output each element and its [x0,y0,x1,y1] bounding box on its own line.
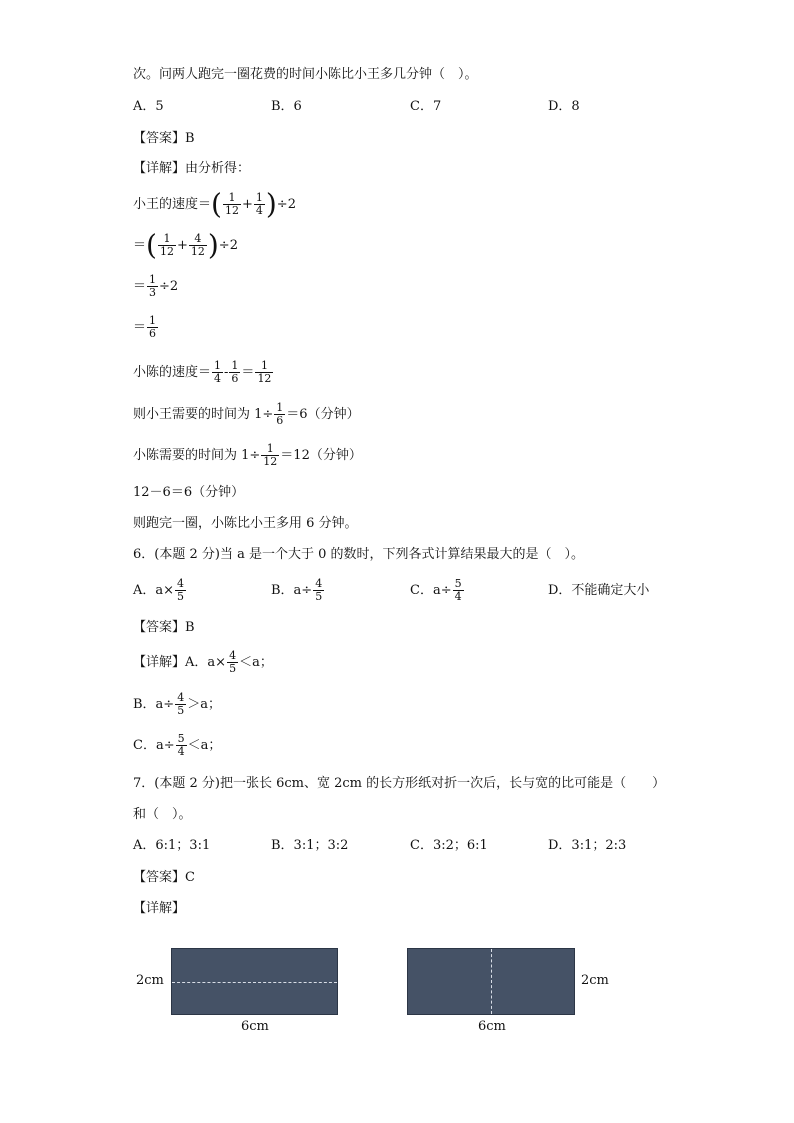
q7-option-b: B．3:1；3:2 [271,838,349,853]
q5-option-b: B．6 [271,99,302,114]
wang-speed-label: 小王的速度＝ [133,197,212,212]
right-figure-width-label: 6cm [478,1019,506,1034]
q6-detail-b: B．a÷ $\frac{4}{5}$ ＞a； [133,691,221,717]
fraction: $\frac{1}{4}$ [214,359,222,385]
wang-time-result: ＝6（分钟） [286,407,360,422]
right-paren: ) [265,187,277,221]
q5-option-c: C．7 [410,99,442,114]
q5-answer: 【答案】B [133,131,195,146]
right-figure-height-label: 2cm [581,973,609,988]
q6-answer: 【答案】B [133,620,195,635]
q7-option-d: D．3:1；2:3 [548,838,627,853]
q6-option-c: C．a÷ $\frac{5}{4}$ [410,577,462,603]
q5-detail [133,160,250,178]
q5-step-4 [133,313,159,343]
fraction: $\frac{1}{12}$ [257,359,272,385]
plus-sign: + [241,197,253,212]
q6-option-a: A．a× $\frac{4}{5}$ [133,577,185,603]
fold-line-vertical [491,949,492,1014]
q6-stem: 6．(本题 2 分)当 a 是一个大于 0 的数时，下列各式计算结果最大的是（ ）。 [133,547,585,562]
q5-option-d: D．8 [548,99,580,114]
q6-detail-a: 【详解】A．a× $\frac{4}{5}$ ＜a； [133,649,273,675]
fraction: $\frac{4}{5}$ [177,577,185,603]
equals: ＝ [133,279,147,294]
q6-detail-c: C．a÷ $\frac{5}{4}$ ＜a； [133,732,222,758]
fraction: $\frac{4}{12}$ [190,232,205,258]
fraction: $\frac{1}{6}$ [276,401,284,427]
equals: ＝ [133,320,147,335]
chen-speed-label: 小陈的速度＝ [133,365,212,380]
fraction: $\frac{1}{3}$ [149,273,157,299]
q6-option-d: D．不能确定大小 [548,583,650,598]
left-paren: ( [211,187,222,221]
equals: ＝ [241,365,255,380]
fraction: $\frac{1}{4}$ [255,191,263,217]
chen-time-result: ＝12（分钟） [280,448,362,463]
fraction: $\frac{1}{6}$ [149,314,157,340]
fold-line-horizontal [172,982,337,983]
divide-two: ÷2 [159,279,179,294]
right-paren: ) [207,228,219,262]
divide-two: ÷2 [218,238,238,253]
q7-option-c: C．3:2；6:1 [410,838,488,853]
q5-line-tail: 次。问两人跑完一圈花费的时间小陈比小王多几分钟（ ）。 [133,67,478,82]
q5-chen-speed-line [133,358,274,388]
q7-option-a: A．6:1；3:1 [133,838,211,853]
q5-conclusion: 则跑完一圈，小陈比小王多用 6 分钟。 [133,516,358,531]
left-paren: ( [146,228,157,262]
fraction: $\frac{1}{12}$ [159,232,174,258]
q5-step-3 [133,272,178,302]
detail-intro: 由分析得： [185,161,251,176]
plus-sign: + [176,238,188,253]
minus-sign: - [224,365,229,380]
q5-option-a: A．5 [133,99,164,114]
rectangle-horizontal-fold [171,948,338,1015]
detail-label: 【详解】 [133,655,186,670]
q5-wang-time-line [133,400,360,430]
fraction: $\frac{5}{4}$ [177,732,185,758]
q5-wang-speed-line [133,188,296,222]
rectangle-vertical-fold [407,948,575,1015]
fraction: $\frac{4}{5}$ [177,691,185,717]
fraction: $\frac{1}{12}$ [224,191,239,217]
q5-chen-time-line [133,441,362,471]
fraction: $\frac{1}{12}$ [263,442,278,468]
detail-label: 【详解】 [133,161,186,176]
q5-step-2 [133,229,238,263]
q7-detail-label: 【详解】 [133,901,186,916]
fraction: $\frac{4}{5}$ [229,649,237,675]
q7-stem-line1: 7．(本题 2 分)把一张长 6cm、宽 2cm 的长方形纸对折一次后，长与宽的比可能是（ ） [133,776,666,791]
left-figure-height-label: 2cm [136,973,164,988]
divide-two: ÷2 [276,197,296,212]
chen-time-text: 小陈需要的时间为 1÷ [133,448,261,463]
q7-stem-line2: 和（ ）。 [133,807,192,822]
q7-answer: 【答案】C [133,870,195,885]
fraction: $\frac{5}{4}$ [454,577,462,603]
q6-option-b: B．a÷ $\frac{4}{5}$ [271,577,323,603]
fraction: $\frac{4}{5}$ [315,577,323,603]
fraction: $\frac{1}{6}$ [231,359,239,385]
equals: ＝ [133,238,147,253]
wang-time-text: 则小王需要的时间为 1÷ [133,407,274,422]
left-figure-width-label: 6cm [241,1019,269,1034]
q5-diff: 12－6＝6（分钟） [133,485,245,500]
